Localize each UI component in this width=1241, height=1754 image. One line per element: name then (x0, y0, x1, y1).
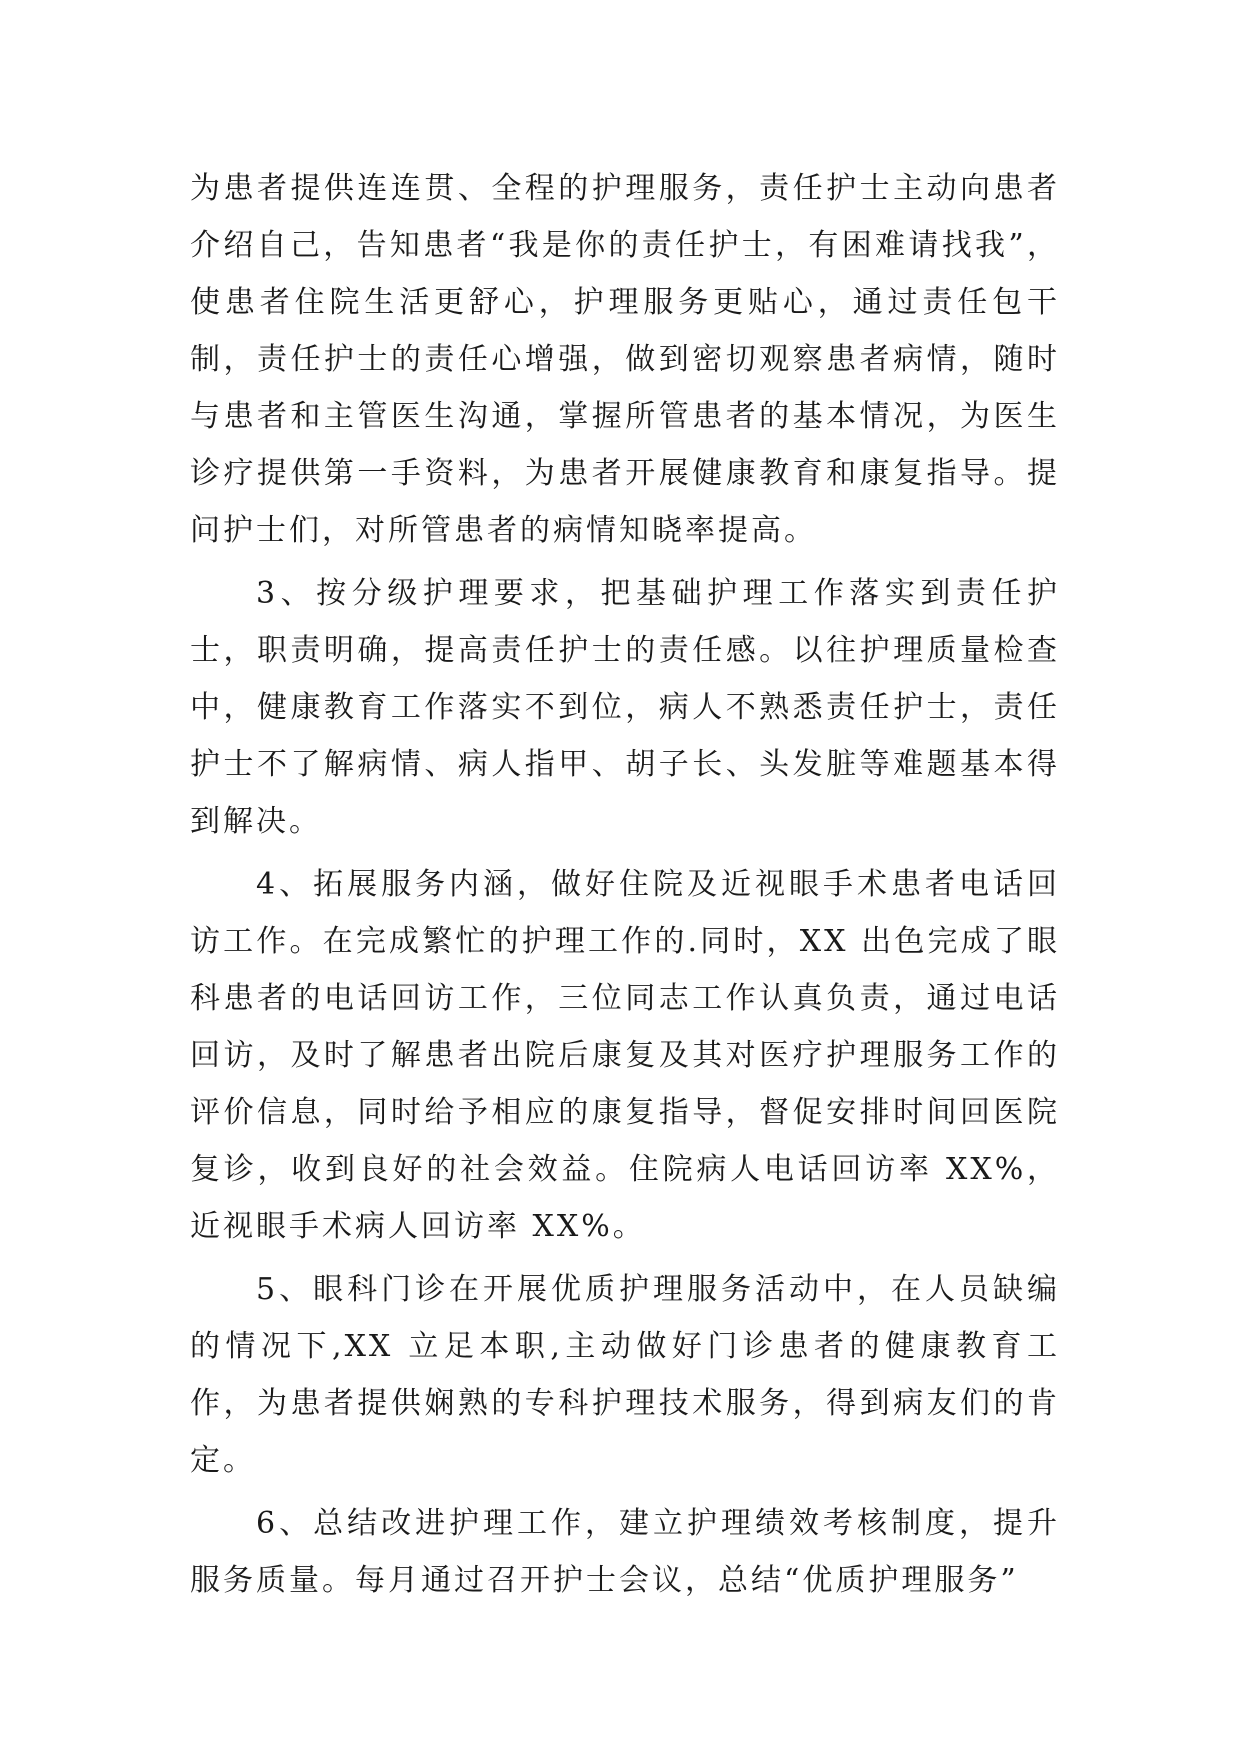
line: 回访，及时了解患者出院后康复及其对医疗护理服务工作的 (190, 1038, 1060, 1073)
line: 不了解病情、病人指甲、胡子长、头发脏等难题基本得到解 (190, 747, 1061, 839)
line: 5、眼科门诊在开展优质护理服务活动中，在人员缺编 (256, 1272, 1060, 1307)
line: 访工作。在完成繁忙的护理工作的.同时，XX 出色完成了眼 (190, 924, 1060, 959)
line: 职责明确，提高责任护士的责任感。以往护理质量检查中， (190, 633, 1061, 725)
line: 4、拓展服务内涵，做好住院及近视眼手术患者电话回 (256, 867, 1060, 902)
line: 的情况下,XX 立足本职,主动做好门诊患者的健康教育工作， (190, 1329, 1060, 1421)
line: 介绍自己，告知患者“我是你的责任护士，有困难请找我”， (190, 228, 1060, 263)
paragraph-item-5 (190, 1261, 1060, 1489)
line: 为患者提供连连贯、全程的护理服务，责任护士主动向患者 (190, 171, 1060, 206)
paragraph-continuation (190, 160, 1060, 559)
paragraph-item-3 (190, 565, 1060, 850)
line: 使患者住院生活更舒心，护理服务更贴心，通过责任包干制， (190, 285, 1060, 377)
line: 视眼手术病人回访率 XX%。 (223, 1209, 646, 1244)
line: 复诊，收到良好的社会效益。住院病人电话回访率 XX%，近 (190, 1152, 1060, 1244)
document-body (190, 160, 1060, 1609)
line: 责任护士的责任心增强，做到密切观察患者病情，随时与患 (190, 342, 1061, 434)
line: 为患者提供娴熟的专科护理技术服务，得到病友们的肯定。 (190, 1386, 1061, 1478)
line: 提供第一手资料，为患者开展健康教育和康复指导。提问护 (190, 456, 1061, 548)
line: 评价信息，同时给予相应的康复指导，督促安排时间回医院 (190, 1095, 1060, 1130)
line: 3、按分级护理要求，把基础护理工作落实到责任护士， (190, 576, 1060, 668)
line: 科患者的电话回访工作，三位同志工作认真负责，通过电话 (190, 981, 1060, 1016)
line: 者和主管医生沟通，掌握所管患者的基本情况，为医生诊疗 (190, 399, 1061, 491)
line: 士们，对所管患者的病情知晓率提高。 (256, 513, 817, 548)
paragraph-item-6 (190, 1495, 1060, 1609)
line: 服务质量。每月通过召开护士会议，总结“优质护理服务” (190, 1563, 1019, 1598)
line: 决。 (256, 804, 322, 839)
line: 健康教育工作落实不到位，病人不熟悉责任护士，责任护士 (190, 690, 1061, 782)
paragraph-item-4 (190, 856, 1060, 1255)
line: 6、总结改进护理工作，建立护理绩效考核制度，提升 (256, 1506, 1060, 1541)
